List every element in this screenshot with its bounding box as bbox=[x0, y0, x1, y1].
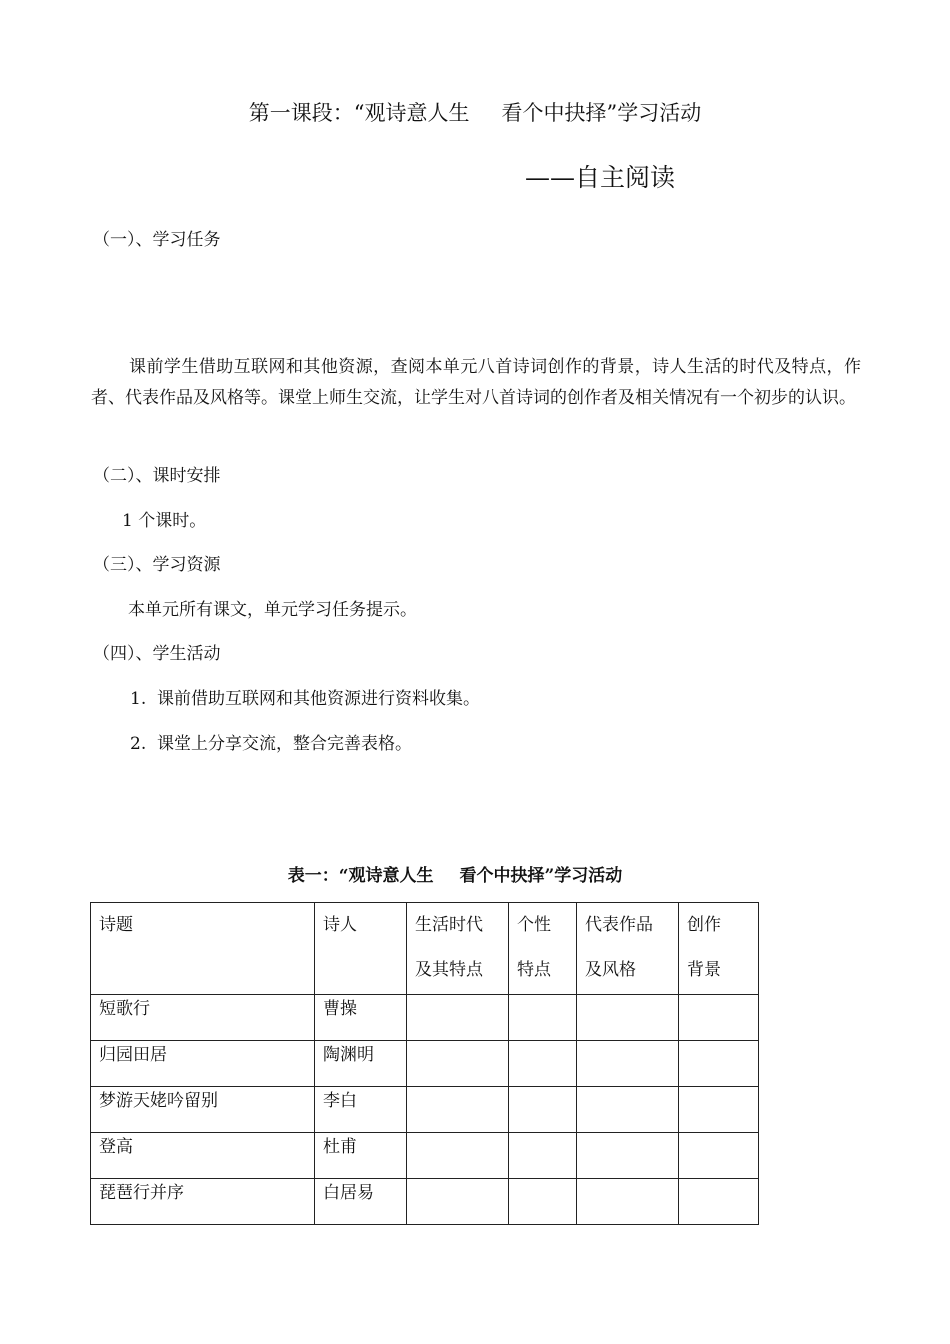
page-subtitle: ——自主阅读 bbox=[525, 163, 676, 192]
empty-cell bbox=[407, 1179, 509, 1225]
empty-cell bbox=[509, 1087, 577, 1133]
section-heading-schedule: （二）、课时安排 bbox=[93, 466, 221, 486]
activity-text: 课前借助互联网和其他资源进行资料收集。 bbox=[157, 689, 481, 709]
empty-cell bbox=[577, 1087, 679, 1133]
empty-cell bbox=[509, 1041, 577, 1087]
page-title bbox=[0, 97, 950, 127]
empty-cell bbox=[679, 1179, 759, 1225]
resources-text: 本单元所有课文，单元学习任务提示。 bbox=[128, 600, 417, 620]
empty-cell bbox=[577, 1041, 679, 1087]
table-header-cell: 生活时代 及其特点 bbox=[407, 903, 509, 995]
poet-cell: 李白 bbox=[315, 1087, 407, 1133]
page-title-part2: 看个中抉择”学习活动 bbox=[501, 101, 702, 125]
empty-cell bbox=[679, 995, 759, 1041]
table-header-cell: 代表作品 及风格 bbox=[577, 903, 679, 995]
activity-item bbox=[130, 684, 480, 709]
table-header-cell: 诗人 bbox=[315, 903, 407, 995]
empty-cell bbox=[407, 1041, 509, 1087]
table-title bbox=[0, 861, 910, 886]
empty-cell bbox=[679, 1087, 759, 1133]
poet-cell: 陶渊明 bbox=[315, 1041, 407, 1087]
empty-cell bbox=[577, 1179, 679, 1225]
activity-text: 课堂上分享交流，整合完善表格。 bbox=[157, 734, 413, 754]
empty-cell bbox=[577, 995, 679, 1041]
activity-number: 2. bbox=[130, 734, 147, 754]
poem-title-cell: 梦游天姥吟留别 bbox=[91, 1087, 315, 1133]
section-heading-task: （一）、学习任务 bbox=[93, 230, 221, 250]
table-header-cell: 诗题 bbox=[91, 903, 315, 995]
empty-cell bbox=[577, 1133, 679, 1179]
empty-cell bbox=[509, 995, 577, 1041]
table-row bbox=[91, 1179, 759, 1225]
schedule-text: 1 个课时。 bbox=[122, 511, 207, 531]
table-header-cell: 个性 特点 bbox=[509, 903, 577, 995]
poem-title-cell: 琵琶行并序 bbox=[91, 1179, 315, 1225]
poem-title-cell: 归园田居 bbox=[91, 1041, 315, 1087]
table-header-row bbox=[91, 903, 759, 995]
page-title-part1: 第一课段：“观诗意人生 bbox=[248, 101, 470, 125]
table-row bbox=[91, 1041, 759, 1087]
activity-item bbox=[130, 729, 412, 754]
empty-cell bbox=[407, 995, 509, 1041]
table-title-part1: 表一：“观诗意人生 bbox=[287, 866, 434, 886]
empty-cell bbox=[679, 1133, 759, 1179]
table-title-part2: 看个中抉择”学习活动 bbox=[459, 866, 623, 886]
table-row bbox=[91, 1133, 759, 1179]
section-heading-activities: （四）、学生活动 bbox=[93, 644, 221, 664]
empty-cell bbox=[509, 1133, 577, 1179]
activity-table bbox=[90, 902, 759, 1225]
poem-title-cell: 登高 bbox=[91, 1133, 315, 1179]
table-row bbox=[91, 995, 759, 1041]
empty-cell bbox=[679, 1041, 759, 1087]
task-paragraph: 课前学生借助互联网和其他资源，查阅本单元八首诗词创作的背景，诗人生活的时代及特点，作者、代表作品及风格等。课堂上师生交流，让学生对八首诗词的创作者及相关情况有一个初步的认识。 bbox=[91, 357, 861, 408]
poet-cell: 白居易 bbox=[315, 1179, 407, 1225]
empty-cell bbox=[407, 1133, 509, 1179]
poem-title-cell: 短歌行 bbox=[91, 995, 315, 1041]
poet-cell: 曹操 bbox=[315, 995, 407, 1041]
empty-cell bbox=[509, 1179, 577, 1225]
empty-cell bbox=[407, 1087, 509, 1133]
table-header-cell: 创作 背景 bbox=[679, 903, 759, 995]
section-heading-resources: （三）、学习资源 bbox=[93, 555, 221, 575]
poet-cell: 杜甫 bbox=[315, 1133, 407, 1179]
table-row bbox=[91, 1087, 759, 1133]
activity-number: 1. bbox=[130, 689, 147, 709]
